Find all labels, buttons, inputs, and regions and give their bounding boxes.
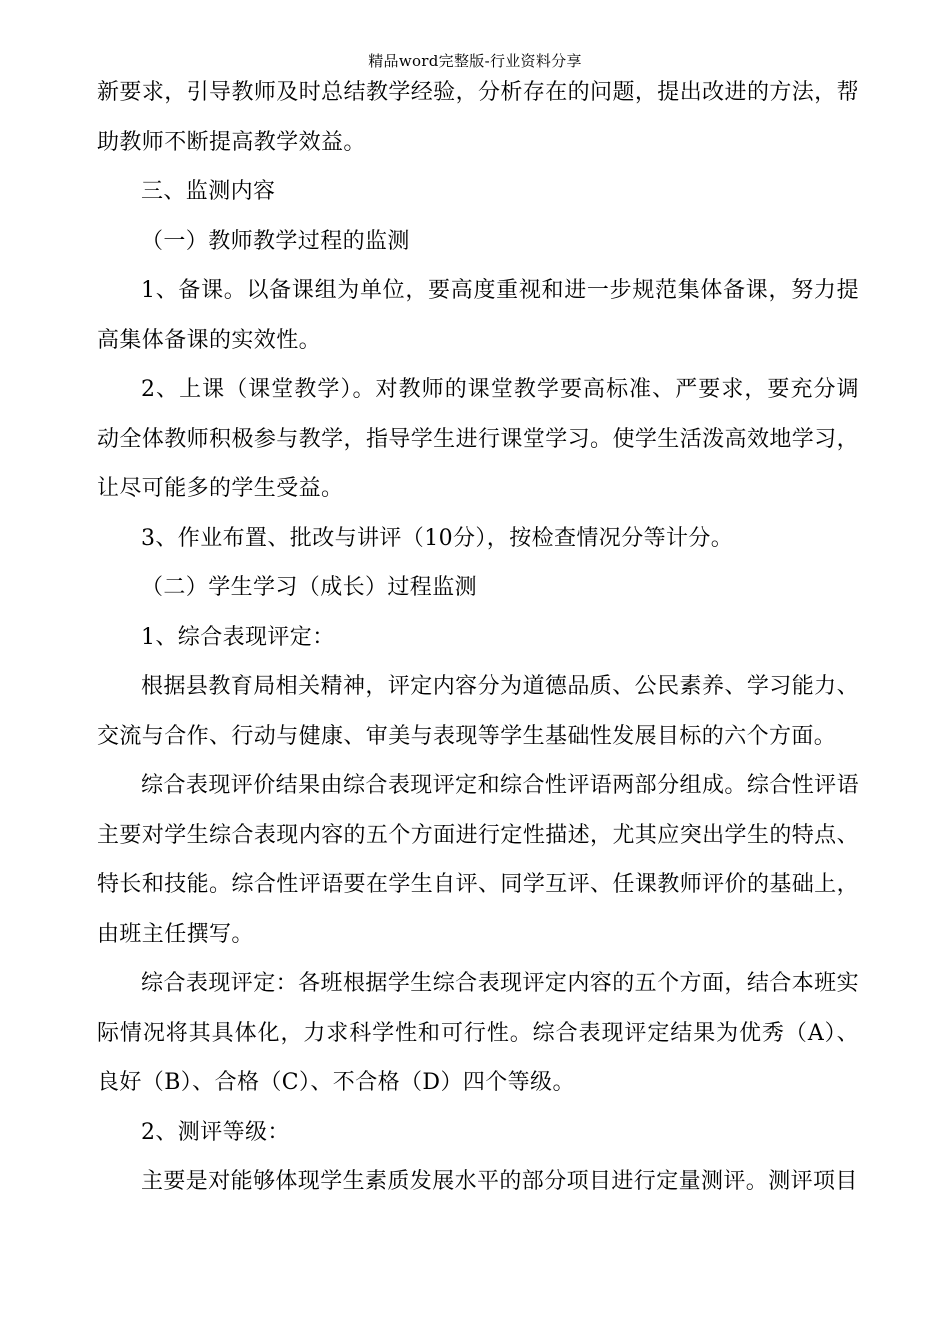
paragraph: 2、上课（课堂教学）。对教师的课堂教学要高标准、严要求，要充分调动全体教师积极参与教学，指导学生进行课堂学习。使学生活泼高效地学习，让尽可能多的学生受益。: [97, 377, 859, 501]
paragraph: 根据县教育局相关精神，评定内容分为道德品质、公民素养、学习能力、交流与合作、行动与健康、审美与表现等学生基础性发展目标的六个方面。: [97, 674, 859, 749]
paragraph: 综合表现评价结果由综合表现评定和综合性评语两部分组成。综合性评语主要对学生综合表现内容的五个方面进行定性描述，尤其应突出学生的特点、特长和技能。综合性评语要在学生自评、同学互评、任课教师评价的基础上，由班主任撰写。: [97, 773, 859, 947]
paragraph: 主要是对能够体现学生素质发展水平的部分项目进行定量测评。测评项目: [141, 1169, 858, 1194]
paragraph: 3、作业布置、批改与讲评（10分），按检查情况分等计分。: [141, 525, 734, 551]
document-body: [97, 68, 859, 1207]
paragraph: 2、测评等级：: [141, 1119, 290, 1145]
paragraph: 三、监测内容: [141, 179, 276, 204]
paragraph: 综合表现评定：各班根据学生综合表现评定内容的五个方面，结合本班实际情况将其具体化，力求科学性和可行性。综合表现评定结果为优秀（A）、良好（B）、合格（C）、不合格（D）四个等级。: [97, 971, 859, 1095]
paragraph: 新要求，引导教师及时总结教学经验，分析存在的问题，提出改进的方法，帮助教师不断提高教学效益。: [97, 80, 859, 155]
paragraph: 1、备课。以备课组为单位，要高度重视和进一步规范集体备课，努力提高集体备课的实效性。: [97, 278, 859, 353]
paragraph: （二）学生学习（成长）过程监测: [141, 575, 478, 600]
paragraph: 1、综合表现评定：: [141, 624, 335, 650]
paragraph: （一）教师教学过程的监测: [141, 228, 410, 254]
page-header: 精品word完整版-行业资料分享: [368, 52, 582, 70]
